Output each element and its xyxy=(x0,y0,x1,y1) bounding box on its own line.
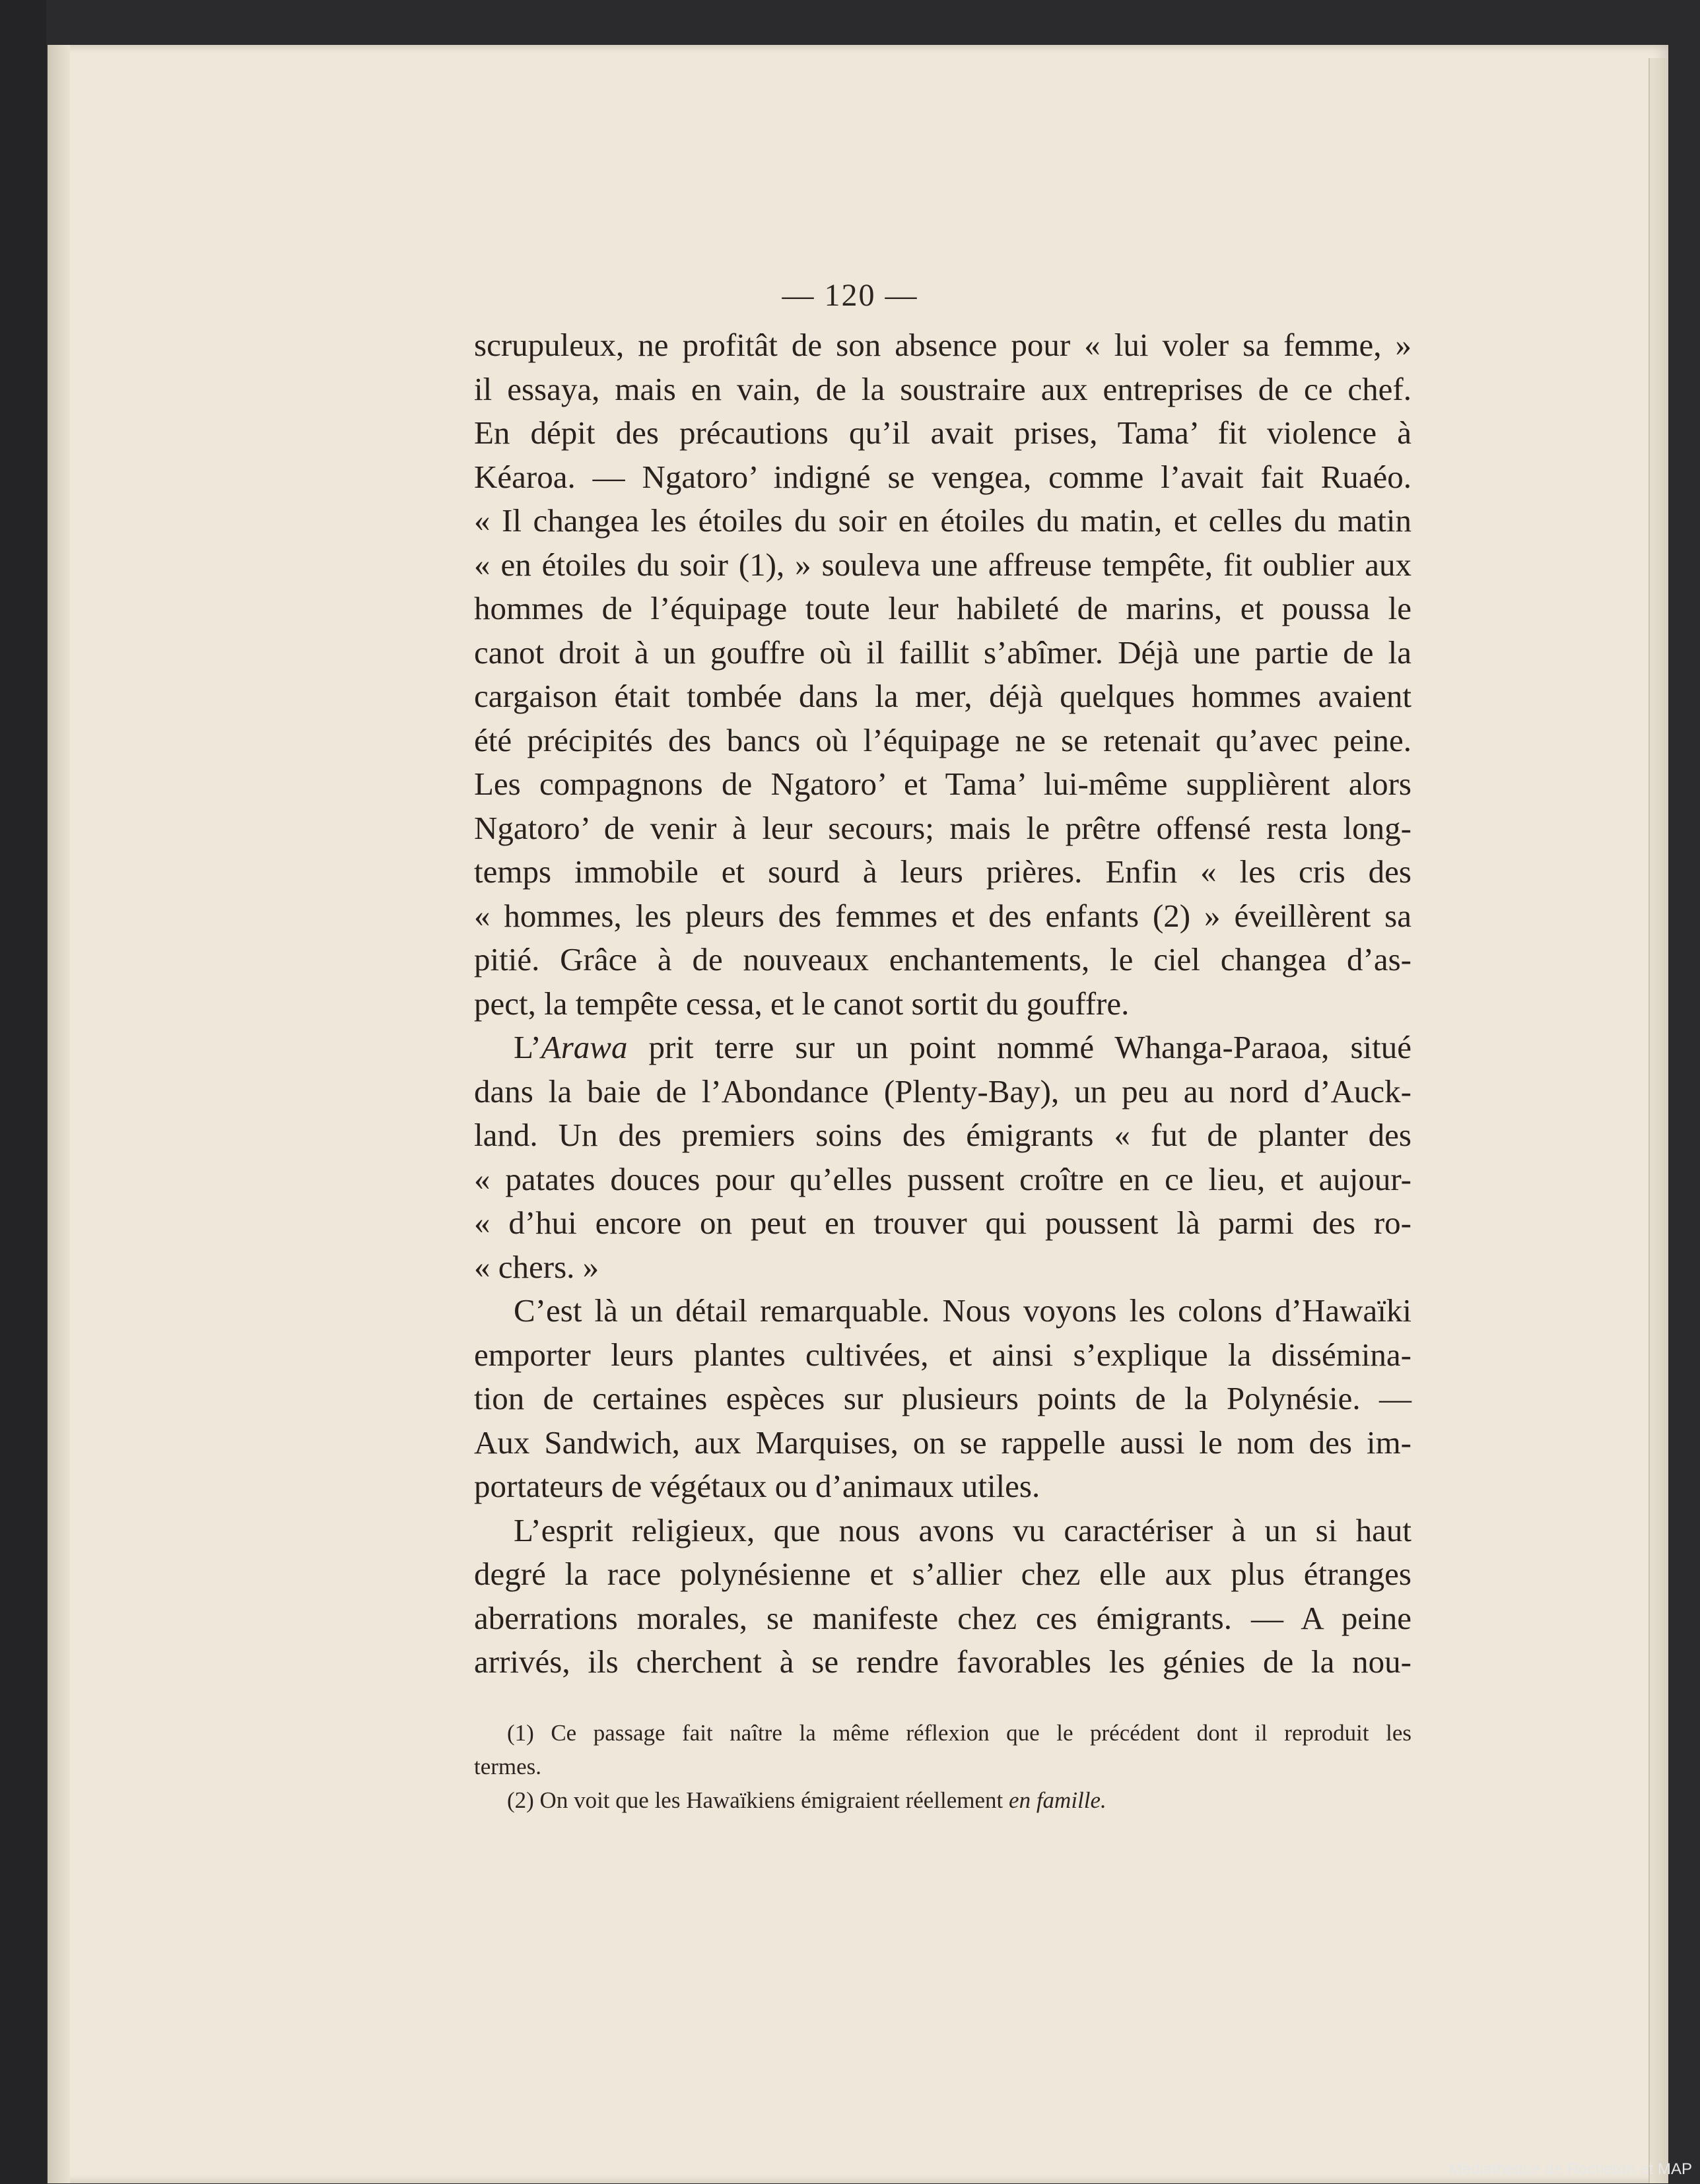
footnote-2 xyxy=(474,1783,1411,1817)
text-line: canot droit à un gouffre où il faillit s’abîmer. Déjà une partie de la xyxy=(474,634,1411,671)
footnote-2-text: (2) On voit que les Hawaïkiens émigraient réellement xyxy=(507,1787,1009,1813)
body-text xyxy=(474,323,1411,1684)
text-line: Ngatoro’ de venir à leur secours; mais le prêtre offensé resta long- xyxy=(474,809,1411,846)
text-line: degré la race polynésienne et s’allier chez elle aux plus étranges xyxy=(474,1556,1411,1592)
page-edge xyxy=(1649,58,1668,2183)
text-line: Aux Sandwich, aux Marquises, on se rappelle aussi le nom des im- xyxy=(474,1424,1411,1461)
text-line: cargaison était tombée dans la mer, déjà quelques hommes avaient xyxy=(474,678,1411,714)
text-line: scrupuleux, ne profitât de son absence pour « lui voler sa femme, » xyxy=(474,327,1411,363)
text-line: « patates douces pour qu’elles pussent croître en ce lieu, et aujour- xyxy=(474,1160,1411,1197)
text-line: Kéaroa. — Ngatoro’ indigné se vengea, comme l’avait fait Ruaéo. xyxy=(474,458,1411,495)
text-line: temps immobile et sourd à leurs prières. Enfin « les cris des xyxy=(474,853,1411,890)
ship-name: Arawa xyxy=(541,1029,628,1065)
page-number: — 120 — xyxy=(782,278,918,313)
paragraph-first-line xyxy=(474,1026,1411,1070)
text-line: En dépit des précautions qu’il avait prises, Tama’ fit violence à xyxy=(474,414,1411,451)
text-line: « chers. » xyxy=(474,1248,599,1285)
text-line: Les compagnons de Ngatoro’ et Tama’ lui-même supplièrent alors xyxy=(474,766,1411,802)
text-line: « hommes, les pleurs des femmes et des enfants (2) » éveillèrent sa xyxy=(474,897,1411,934)
text-line: arrivés, ils cherchent à se rendre favorables les génies de la nou- xyxy=(474,1643,1411,1680)
text-line: emporter leurs plantes cultivées, et ainsi s’explique la dissémina- xyxy=(474,1336,1411,1373)
footnote-2-italic: en famille. xyxy=(1009,1787,1106,1813)
text-line: dans la baie de l’Abondance (Plenty-Bay), un peu au nord d’Auck- xyxy=(474,1073,1411,1109)
text-line: pitié. Grâce à de nouveaux enchantements, le ciel changea d’as- xyxy=(474,941,1411,977)
text-line: il essaya, mais en vain, de la soustraire aux entreprises de ce chef. xyxy=(474,370,1411,407)
footnote-1-continued: termes. xyxy=(474,1754,542,1779)
text-line: portateurs de végétaux ou d’animaux utiles. xyxy=(474,1468,1040,1504)
text-line: aberrations morales, se manifeste chez ces émigrants. — A peine xyxy=(474,1599,1411,1636)
text-line: C’est là un détail remarquable. Nous voyons les colons d’Hawaïki xyxy=(514,1292,1411,1329)
text-line: été précipités des bancs où l’équipage ne se retenait qu’avec peine. xyxy=(474,721,1411,758)
text-line: « Il changea les étoiles du soir en étoiles du matin, et celles du matin xyxy=(474,502,1411,539)
text-line: pect, la tempête cessa, et le canot sortit du gouffre. xyxy=(474,985,1130,1022)
text-fragment: prit terre sur un point nommé Whanga-Paraoa, situé xyxy=(627,1029,1411,1065)
footnote-1: (1) Ce passage fait naître la même réflexion que le précédent dont il reproduit les xyxy=(507,1720,1411,1746)
library-credit: Médiathèque de Rochefort et MAP xyxy=(1448,2160,1692,2178)
scanner-background xyxy=(0,0,46,2184)
text-line: « d’hui encore on peut en trouver qui poussent là parmi des ro- xyxy=(474,1205,1411,1241)
page-binding-shadow xyxy=(48,45,70,2183)
text-line: L’esprit religieux, que nous avons vu caractériser à un si haut xyxy=(514,1511,1411,1548)
text-line: tion de certaines espèces sur plusieurs points de la Polynésie. — xyxy=(474,1380,1411,1416)
text-line: « en étoiles du soir (1), » souleva une affreuse tempête, fit oublier aux xyxy=(474,546,1411,583)
text-line: hommes de l’équipage toute leur habileté de marins, et poussa le xyxy=(474,590,1411,626)
footnotes xyxy=(474,1716,1411,1817)
text-fragment: L’ xyxy=(514,1029,541,1065)
text-line: land. Un des premiers soins des émigrants « fut de planter des xyxy=(474,1117,1411,1153)
